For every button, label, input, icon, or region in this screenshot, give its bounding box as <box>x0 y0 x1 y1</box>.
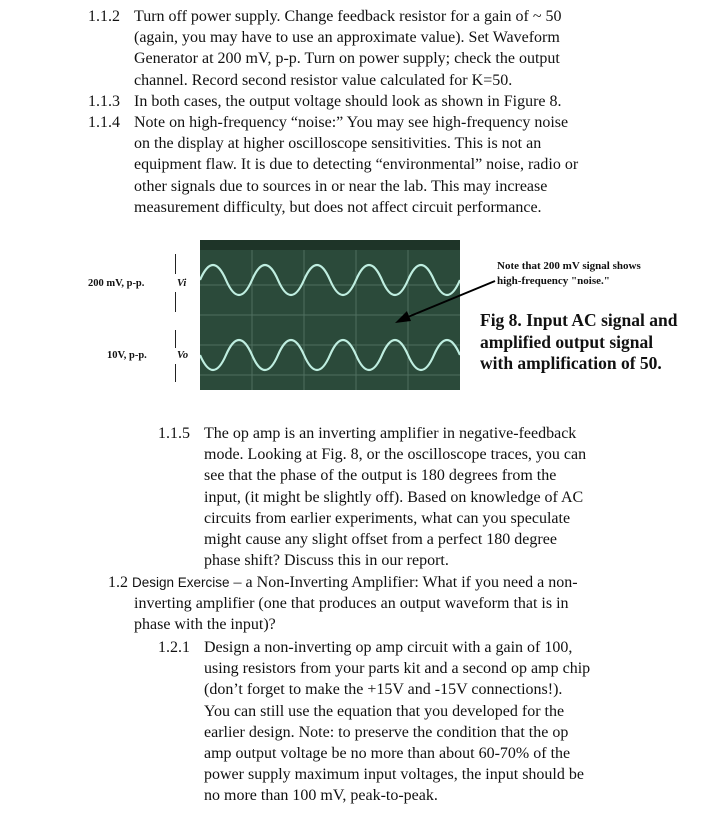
text-line: amp output voltage be no more than about 60-70% of the <box>204 745 571 763</box>
text-line: channel. Record second resistor value calculated for K=50. <box>134 71 513 89</box>
vi-arrow-up <box>175 254 176 274</box>
text-line: no more than 100 mV, peak-to-peak. <box>204 787 438 805</box>
step-number: 1.1.5 <box>158 425 190 442</box>
text-line: The op amp is an inverting amplifier in negative-feedback <box>204 425 577 442</box>
figure-8 <box>85 240 715 400</box>
note-line: Note that 200 mV signal shows <box>497 260 641 272</box>
text-line: on the display at higher oscilloscope sensitivities. This is not an <box>134 135 542 153</box>
text-line: You can still use the equation that you developed for the <box>204 702 565 720</box>
text-line: In both cases, the output voltage should look as shown in Figure 8. <box>134 93 562 110</box>
text-line: input, (it might be slightly off). Based on knowledge of AC <box>204 488 584 506</box>
text-line: Design a non-inverting op amp circuit with a gain of 100, <box>204 639 573 656</box>
text-line: Generator at 200 mV, p-p. Turn on power supply; check the output <box>134 50 560 68</box>
caption-line: amplified output signal <box>480 331 654 352</box>
note-line: high-frequency "noise." <box>497 275 610 287</box>
step-number: 1.1.3 <box>88 93 120 110</box>
vo-symbol-label: Vo <box>177 350 189 361</box>
vo-arrow-down <box>175 364 176 382</box>
text-line: phase shift? Discuss this in our report. <box>204 552 449 570</box>
vi-symbol-label: Vi <box>177 278 187 289</box>
text-line: other signals due to sources in or near the lab. This may increase <box>134 177 548 195</box>
caption-line: with amplification of 50. <box>480 353 662 373</box>
step-number: 1.1.2 <box>88 8 120 25</box>
text-line: – a Non-Inverting Amplifier: What if you need a non- <box>233 574 578 591</box>
text-line: using resistors from your parts kit and a second op amp chip <box>204 660 591 678</box>
section-heading: Design Exercise <box>132 575 230 590</box>
section-number: 1.2 <box>108 574 128 591</box>
text-line: (don’t forget to make the +15V and -15V connections!). <box>204 681 563 699</box>
vi-amplitude-label: 200 mV, p-p. <box>88 278 145 289</box>
text-line: phase with the input)? <box>134 616 276 634</box>
text-line: circuits from earlier experiments, what can you speculate <box>204 509 571 527</box>
text-line: earlier design. Note: to preserve the condition that the op <box>204 723 569 741</box>
text-line: Turn off power supply. Change feedback resistor for a gain of ~ 50 <box>134 8 562 25</box>
caption-line: Fig 8. Input AC signal and <box>480 310 678 330</box>
vi-arrow-down <box>175 292 176 312</box>
text-line: measurement difficulty, but does not affect circuit performance. <box>134 198 542 216</box>
text-line: inverting amplifier (one that produces an output waveform that is in <box>134 595 569 613</box>
vo-amplitude-label: 10V, p-p. <box>107 350 147 361</box>
figure-note <box>497 259 641 289</box>
text-line: see that the phase of the output is 180 degrees from the <box>204 467 557 485</box>
text-line: (again, you may have to use an approximate value). Set Waveform <box>134 29 560 47</box>
vo-arrow-up <box>175 330 176 348</box>
text-line: mode. Looking at Fig. 8, or the oscilloscope traces, you can <box>204 446 587 464</box>
text-line: might cause any slight offset from a perfect 180 degree <box>204 531 557 549</box>
text-line: power supply maximum input voltages, the input should be <box>204 766 584 784</box>
step-number: 1.2.1 <box>158 639 190 656</box>
step-number: 1.1.4 <box>88 114 120 131</box>
text-line: Note on high-frequency “noise:” You may see high-frequency noise <box>134 114 569 131</box>
figure-caption <box>480 310 677 375</box>
text-line: equipment flaw. It is due to detecting “environmental” noise, radio or <box>134 156 579 174</box>
